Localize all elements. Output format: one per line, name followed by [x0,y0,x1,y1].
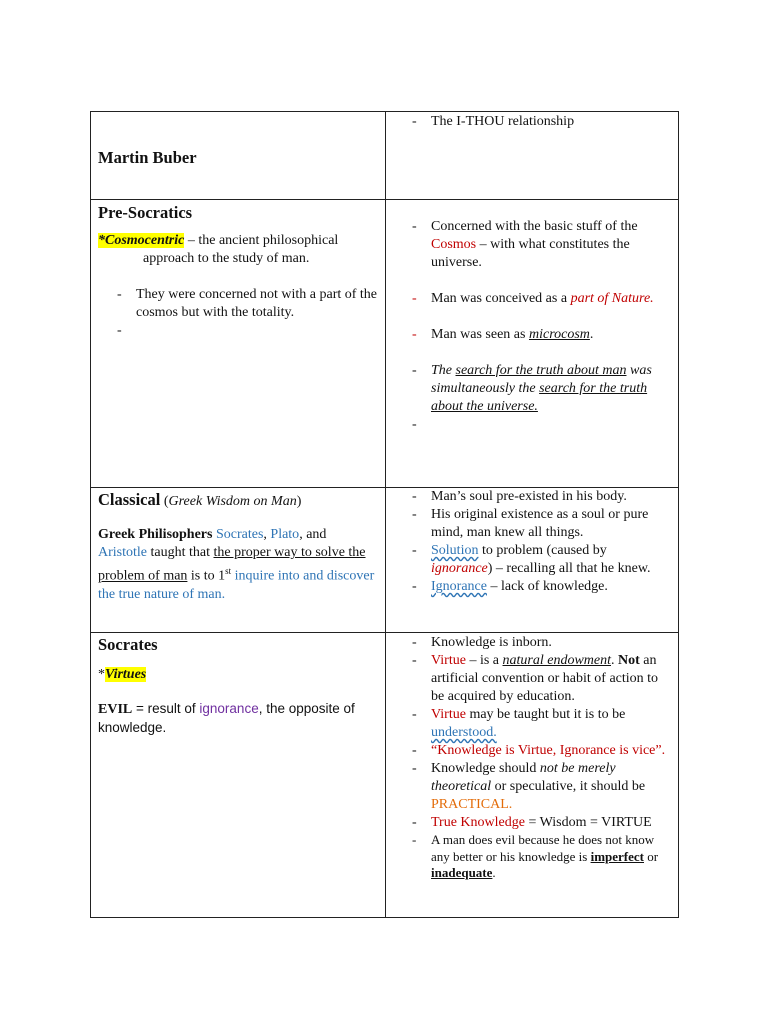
list-item-empty: - [412,417,417,432]
list-item: - Concerned with the basic stuff of the Cosmos – with what constitutes the universe. [412,219,638,270]
term-cosmocentric: *Cosmocentric [98,233,185,248]
heading-classical: Classical (Greek Wisdom on Man) [98,490,302,509]
list-item: - They were concerned not with a part of the cosmos but with the totality. [117,287,378,320]
list-item: - “Knowledge is Virtue, Ignorance is vice”. [412,743,666,758]
notes-table [90,111,679,918]
list-item: - The I-THOU relationship [412,114,575,129]
cell-right-classical [386,488,679,633]
list-item: - Knowledge should not be merely theoretical or speculative, it should be PRACTICAL. [412,761,646,812]
list-item: - Ignorance – lack of knowledge. [412,579,608,594]
cell-right-presocratics [386,200,679,488]
list-item: - Virtue – is a natural endowment. Not an artificial convention or habit of action to be acquired by education. [412,653,659,704]
row-martin-buber [91,112,679,200]
list-item: - Solution to problem (caused by ignorance) – recalling all that he knew. [412,543,651,576]
heading-socrates: Socrates [98,635,158,654]
list-item: - Man was conceived as a part of Nature. [412,291,654,306]
list-item: - Man’s soul pre-existed in his body. [412,489,627,504]
cell-left-classical [91,488,386,633]
classical-paragraph: Greek Philisophers Socrates, Plato, and Aristotle taught that the proper way to solve the problem of man is to 1st inquire into and discover the true nature of man. [98,527,375,602]
cell-left-presocratics [91,200,386,488]
list-item: - Knowledge is inborn. [412,635,552,650]
heading-pre-socratics: Pre-Socratics [98,203,193,222]
list-item: - A man does evil because he does not know any better or his knowledge is imperfect or inadequate. [412,832,659,880]
list-item: - True Knowledge = Wisdom = VIRTUE [412,815,652,830]
list-item: - His original existence as a soul or pure mind, man knew all things. [412,507,649,540]
row-pre-socratics [91,200,679,488]
evil-definition: EVIL = result of ignorance, the opposite of knowledge. [98,701,355,735]
cell-left-buber [91,112,386,200]
row-classical [91,488,679,633]
heading-martin-buber: Martin Buber [98,148,197,167]
cell-left-socrates [91,633,386,918]
cell-right-buber [386,112,679,200]
virtues-label: *Virtues [98,667,147,682]
list-item: - Virtue may be taught but it is to be understood. [412,707,626,740]
cell-right-socrates [386,633,679,918]
row-socrates [91,633,679,918]
list-item: - Man was seen as microcosm. [412,327,594,342]
list-item-empty: - [117,323,122,338]
cosmocentric-definition: *Cosmocentric – the ancient philosophical [98,233,339,248]
list-item: - The search for the truth about man was simultaneously the search for the truth about the universe. [412,363,652,414]
definition-continued: approach to the study of man. [143,251,310,266]
